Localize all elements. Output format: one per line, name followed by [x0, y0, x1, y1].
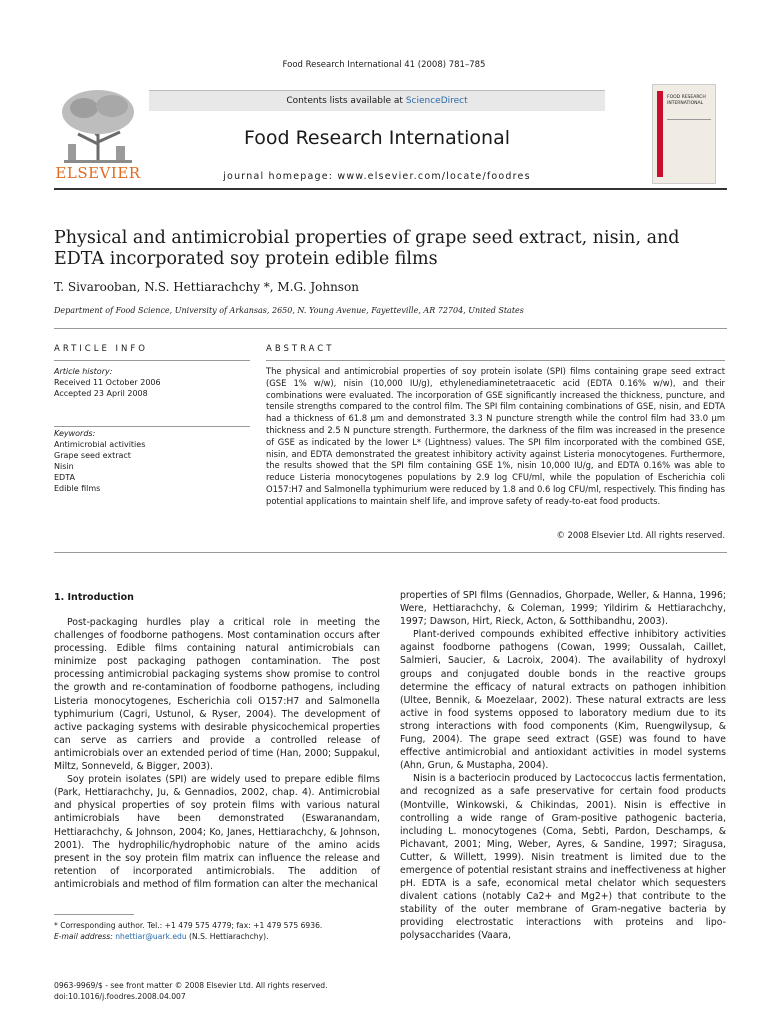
cover-spine-stripe — [657, 91, 663, 177]
article-history — [54, 366, 250, 399]
journal-header-band — [149, 90, 605, 187]
issn-line: 0963-9969/$ - see front matter © 2008 Elsevier Ltd. All rights reserved. — [54, 981, 328, 990]
abstract-rule — [266, 360, 725, 361]
sciencedirect-link[interactable]: ScienceDirect — [405, 96, 468, 106]
cover-rule — [667, 119, 711, 120]
keyword-item: Edible films — [54, 484, 101, 493]
abstract-copyright: © 2008 Elsevier Ltd. All rights reserved. — [556, 530, 725, 540]
elsevier-logo — [54, 84, 142, 186]
abstract-text: The physical and antimicrobial properties of soy protein isolate (SPI) films containing grape seed extract (GSE 1% w/w), nisin (10,000 IU/g), ethylenediaminetetraacetic acid (EDTA 0.16% w/w), and their combinations were evaluated. The incorporation of GSE significantly increased the thickness, puncture, and tensile strengths compared to the control film. The SPI film containing combinations of GSE, nisin, and EDTA had a thickness of 61.8 μm and demonstrated 3.3 N puncture strength while the control film had 33.0 μm thickness and 2.5 N puncture strength. Furthermore, the darkness of the film was increased in the presence of GSE as indicated by the lower L* (Lightness) values. The SPI film incorporated with the combined GSE, nisin, and EDTA demonstrated the greatest inhibitory activity against Listeria monocytogenes. Furthermore, the results showed that the SPI film containing GSE 1%, nisin 10,000 IU/g, and EDTA 0.16% was able to reduce Listeria monocytogenes populations by 2.9 log CFU/ml, while the population of Escherichia coli O157:H7 and Salmonella typhimurium were reduced by 1.8 and 0.6 log CFU/ml, respectively. This finding has potential applications to maintain shelf life, and improve safety of ready-to-eat food products. — [266, 366, 725, 506]
paragraph: properties of SPI films (Gennadios, Ghorpade, Weller, & Hanna, 1996; Were, Hettiarachchy, & Coleman, 1999; Yildirim & Hettiarachchy, 1997; Dawson, Hirt, Rieck, Acton, & Sotthibandhu, 2003). — [400, 590, 726, 628]
abstract-end-rule — [54, 552, 727, 553]
article-info-heading: ARTICLE INFO — [54, 344, 148, 354]
corresponding-author-footnote — [54, 920, 384, 942]
article-authors: T. Sivarooban, N.S. Hettiarachchy *, M.G. Johnson — [54, 280, 359, 294]
history-label: Article history: — [54, 367, 113, 376]
keyword-item: Antimicrobial activities — [54, 440, 146, 449]
keywords-block — [54, 428, 250, 494]
keyword-item: Grape seed extract — [54, 451, 131, 460]
paragraph: Post-packaging hurdles play a critical role in meeting the challenges of foodborne pathogens. Most contamination occurs after processing. Edible films containing natural antimicrobials can minimize post packaging pathogen contamination. The post processing antimicrobial packaging systems show promise to control the growth and re-contamination of foodborne pathogens, including Listeria monocytogenes, Escherichia coli O157:H7 and Salmonella typhimurium (Cagri, Ustunol, & Ryser, 2004). The development of active packaging systems with desirable physicochemical properties can serve as carriers and provide a controlled release of antimicrobials over an extended period of time (Han, 2000; Suppakul, Miltz, Sonneveld, & Bigger, 2003). — [54, 617, 380, 773]
cover-title: FOOD RESEARCH INTERNATIONAL — [667, 95, 706, 106]
paragraph: Soy protein isolates (SPI) are widely used to prepare edible films (Park, Hettiarachchy, Ju, & Gennadios, 2002, chap. 4). Antimicrobial and physical properties of soy protein films with various natural antimicrobials have been demonstrated (Eswaranandam, Hettiarachchy, & Johnson, 2004; Ko, Janes, Hettiarachchy, & Johnson, 2001). The hydrophilic/hydrophobic nature of the amino acids present in the soy protein film matrix can influence the release and retention of incorporated antimicrobials. The addition of antimicrobials and method of film formation can alter the mechanical — [54, 774, 380, 890]
footnote-rule — [54, 914, 134, 915]
contents-bar — [149, 91, 605, 111]
masthead — [54, 84, 714, 186]
paragraph: Nisin is a bacteriocin produced by Lactococcus lactis fermentation, and recognized as a safe preservative for certain food products (Montville, Winkowski, & Chikindas, 2001). Nisin is effective in controlling a wide range of Gram-positive pathogenic bacteria, including L. monocytogenes (Coma, Sebti, Pardon, Deschamps, & Pichavant, 2001; Ming, Weber, Ayres, & Sandine, 1997; Siragusa, Cutter, & Willett, 1999). Nisin treatment is limited due to the emergence of potential resistant strains and ineffectiveness at higher pH. EDTA is a safe, economical metal chelator which sequesters divalent cations (notably Ca2+ and Mg2+) that contribute to the stability of the outer membrane of Gram-negative bacteria by providing electrostatic interactions with proteins and lipo-polysaccharides (Vaara, — [400, 773, 726, 942]
contents-prefix: Contents lists available at — [286, 96, 406, 106]
article-title: Physical and antimicrobial properties of grape seed extract, nisin, and EDTA incorporated soy protein edible films — [54, 228, 680, 269]
keywords-rule — [54, 426, 250, 427]
author-affiliation: Department of Food Science, University of Arkansas, 2650, N. Young Avenue, Fayetteville, AR 72704, United States — [54, 306, 524, 315]
masthead-rule — [54, 188, 727, 190]
abstract-heading: ABSTRACT — [266, 344, 335, 354]
body-column-right — [400, 589, 726, 943]
journal-homepage[interactable]: journal homepage: www.elsevier.com/locate/foodres — [223, 171, 531, 182]
section-heading-introduction: 1. Introduction — [54, 592, 134, 603]
keyword-item: EDTA — [54, 473, 75, 482]
email-link[interactable]: nhettiar@uark.edu — [115, 932, 187, 941]
journal-name: Food Research International — [243, 127, 511, 149]
email-label: E-mail address: — [54, 932, 116, 941]
doi-line[interactable]: doi:10.1016/j.foodres.2008.04.007 — [54, 992, 186, 1001]
front-matter-footer — [54, 980, 328, 1002]
article-info-rule — [54, 360, 250, 361]
received-date: Received 11 October 2006 — [54, 378, 161, 387]
accepted-date: Accepted 23 April 2008 — [54, 389, 148, 398]
keyword-item: Nisin — [54, 462, 74, 471]
footnote-email-line — [54, 931, 384, 942]
elsevier-wordmark: ELSEVIER — [55, 164, 141, 182]
paragraph: Plant-derived compounds exhibited effective inhibitory activities against foodborne pathogens (Cowan, 1999; Oussalah, Caillet, Salmieri, Saucier, & Lacroix, 2004). The availability of hydroxyl groups and conjugated double bonds in the reactive groups determine the efficacy of natural extracts on pathogen inhibition (Ultee, Bennik, & Moezelaar, 2002). These natural extracts are less active in food systems opposed to laboratory medium due to its strong interactions with food components (Kim, Ruengwilysup, & Fung, 2004). The grape seed extract (GSE) was found to have effective antimicrobial and antioxidant activities in model systems (Ahn, Grun, & Mustapha, 2004). — [400, 629, 726, 772]
body-column-left — [54, 616, 380, 891]
footnote-contact: * Corresponding author. Tel.: +1 479 575 4779; fax: +1 479 575 6936. — [54, 921, 323, 930]
keywords-label: Keywords: — [54, 429, 96, 438]
journal-cover-thumbnail — [652, 84, 716, 184]
section-rule — [54, 328, 727, 329]
email-suffix: (N.S. Hettiarachchy). — [186, 932, 269, 941]
running-head: Food Research International 41 (2008) 781–785 — [282, 60, 486, 70]
